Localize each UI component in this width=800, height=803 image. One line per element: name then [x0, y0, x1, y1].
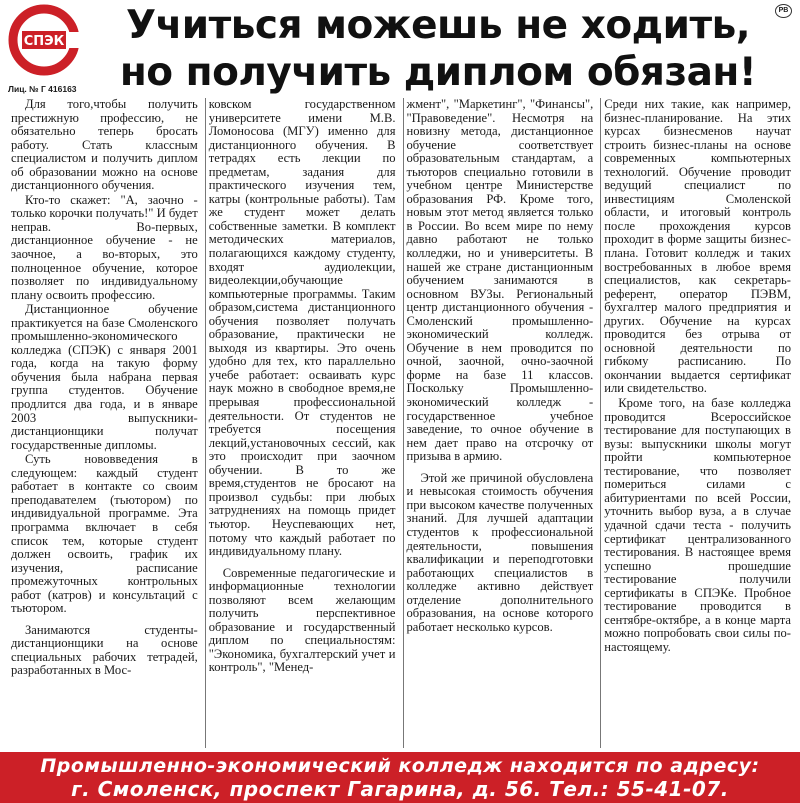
column-3: [403, 98, 597, 748]
headline-line-2: но получить диплом обязан!: [119, 50, 757, 95]
column-1: [8, 98, 201, 748]
paragraph: Среди них такие, как например, бизнес-планирование. На этих курсах бизнесменов научат строить бизнес-планы на основе современных компьютерных технологий. Обучение проводит ведущий специалист по инвестициям Смоленской области, и итоговый контроль после прохождения курсов проходит в форме защиты бизнес-плана. Готовит колледж и таких востребованных в любое время специалистов, как секретарь-референт, оператор ПЭВМ, бухгалтер малого предприятия и других. Обучение на курсах проводится без отрыва от основной деятельности по гибкому расписанию. По окончании выдается сертификат или свидетельство.: [604, 98, 791, 396]
paragraph: Суть нововведения в следующем: каждый студент работает в контакте со своим преподавателем (тьютором) по индивидуальной программе. Эта программа включает в себя список тем, которые студент должен освоить, график их изучения, расписание промежуточных контрольных работ (катров) и консультаций с тьютором.: [11, 452, 198, 616]
headline-line-1: Учиться можешь не ходить,: [125, 3, 751, 48]
spek-logo-icon: [8, 4, 80, 76]
paragraph: Занимаются студенты-дистанционщики на основе специальных рабочих тетрадей, разработанных в Мос-: [11, 622, 198, 678]
paragraph: Этой же причиной обусловлена и невысокая стоимость обучения при высоком качестве полученных знаний. Для лучшей адаптации студентов к профессиональной деятельности, повышения квалификации и переподготовки работающих специалистов в колледже активно действует отделение дополнительного образования, на основе которого работает несколько курсов.: [406, 470, 594, 634]
paragraph: Кто-то скажет: "А, заочно - только корочки получать!" И будет неправ. Во-первых, дистанционное обучение - не заочное, а во-вторых, это полноценное обучение, которое позволяет по индивидуальному плану освоить профессию.: [11, 192, 198, 302]
column-2: [205, 98, 399, 748]
logo-text: СПЭК: [23, 34, 65, 49]
paragraph: Для того,чтобы получить престижную профессию, не обязательно теперь бросать работу. Стать классным специалистом и получить диплом об образовании можно на основе дистанционного обучения.: [11, 98, 198, 193]
rr-mark: РВ: [775, 4, 792, 18]
article-body: [8, 98, 794, 748]
headline: [88, 2, 788, 96]
address-line-1: Промышленно-экономический колледж находится по адресу:: [40, 755, 760, 777]
paragraph: жмент", "Маркетинг", "Финансы", "Правоведение". Несмотря на новизну метода, дистанционное обучение соответствует образовательным стандартам, а тьюторов специально готовили в учебном центре Министерстве образования РФ. Кроме того, новым этот метод является только в России. Во всем мире по нему давно работают не только колледжи, но и университеты. В нашей же стране дистанционным обучением занимаются в основном ВУЗы. Региональный центр дистанционного обучения - Смоленский промышленно-экономический колледж. Обучение в нем проводится по очной, заочной, очно-заочной форме на базе 11 классов. Поскольку Промышленно-экономический колледж - государственное учебное заведение, то очное обучение в нем дает право на отсрочку от призыва в армию.: [406, 98, 594, 464]
paragraph: ковском государственном университете имени М.В. Ломоносова (МГУ) именно для дистанционного обучения. В тетрадях есть лекции по предметам, задания для практического изучения тем, катры (контрольные работы). Там же студент может делать собственные заметки. В комплект методических материалов, полагающихся каждому студенту, входят аудиолекции, видеолекции,обучающие компьютерные программы. Таким образом,система дистанционного обучения позволяет получать образование, практически не выходя из квартиры. Это очень удобно для тех, кто параллельно учебе работает: осваивать курс наук можно в свободное время,не прерывая профессиональной деятельности. От студентов не требуется посещения лекций,установочных сессий, как это происходит при заочном обучении. В то же время,студентов не бросают на произвол судьбы: при любых затруднениях на помощь придет тьютор. Неуспевающих нет, потому что каждый работает по индивидуальному плану.: [208, 98, 396, 559]
paragraph: Дистанционное обучение практикуется на базе Смоленского промышленно-экономического колледжа (СПЭК) с января 2001 года, когда на такую форму обучения была набрана первая группа студентов. Обучение продлится два года, и в январе 2003 выпускники-дистанционщики получат государственные дипломы.: [11, 302, 198, 452]
paragraph: Кроме того, на базе колледжа проводится Всероссийское тестирование для поступающих в вузы: выпускники школы могут пройти компьютерное тестирование, что позволяет помериться силами с абитуриентами по всей России, уточнить выбор вуза, а в случае удачной сдачи теста - получить сертификат централизованного тестирования. В настоящее время успешно прошедшие тестирование получили сертификаты в СПЭКе. Пробное тестирование проводится в сентябре-октябре, а в конце марта можно попробовать свои силы по-настоящему.: [604, 396, 791, 654]
address-line-2: г. Смоленск, проспект Гагарина, д. 56. Тел.: 55-41-07.: [71, 777, 729, 801]
license-number: Лиц. № Г 416163: [8, 84, 77, 94]
address-banner: [0, 752, 800, 803]
column-4: [600, 98, 794, 748]
paragraph: Современные педагогические и информационные технологии позволяют всем желающим получить перспективное образование и государственный диплом по специальностям: "Экономика, бухгалтерский учет и контроль", "Менед-: [208, 565, 396, 675]
